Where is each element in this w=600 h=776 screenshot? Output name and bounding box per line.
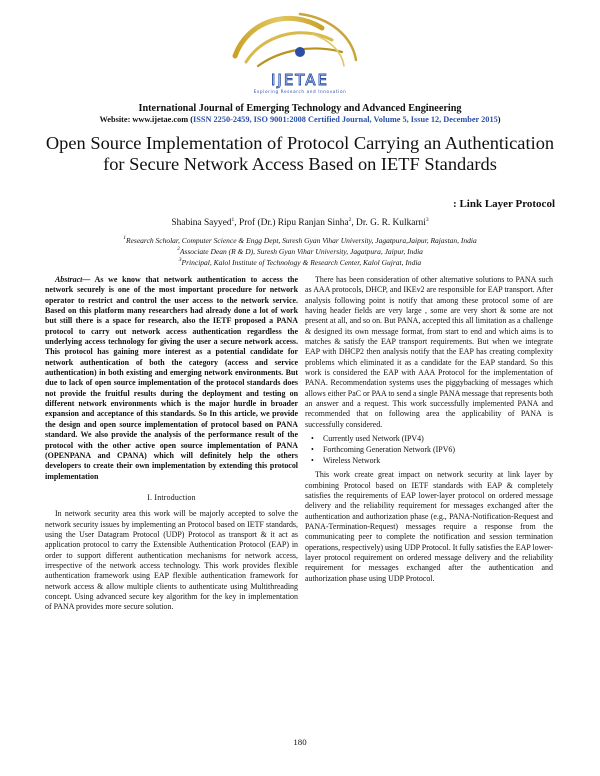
website-suffix: ) [497, 115, 501, 124]
author-mark: 1 [231, 217, 235, 223]
journal-website-line [0, 115, 600, 124]
left-column [45, 275, 298, 613]
journal-logo [0, 0, 600, 96]
logo-swirl-icon [235, 14, 356, 66]
author-sep: , [351, 218, 357, 228]
logo-tagline: Exploring Research and Innovation [253, 89, 347, 94]
bullet-icon: • [311, 456, 314, 466]
list-item-text: Forthcoming Generation Network (IPV6) [323, 445, 456, 455]
affiliation-mark: 3 [178, 257, 182, 263]
affiliation-3 [0, 258, 600, 267]
abstract-text: As we know that network authentication to access the network securely is one of the most important procedure for network operator to restrict and control the user access to the network service. Based on this platform many researchers had already done a lot of work but still there is a space for research, also the IETF proposed a PANA protocol to carry out network access authentication regardless the underlying access technology for giving the user a secure network access. This protocol has gaining more interest as a potential candidate for network authentication of both the category (access and service authentication) in both existing and emerging network environments. But due to lack of open source implementation of the protocol standards does not provide the fruitful results during the deployment and testing on different network environments which is the major hurdle in broader expansion and acceptance of this standards. So In this article, we provide the design and open source implementation of protocol based on PANA standard. We also provide the analysis of the performance result of the protocol with the other active open source implementation of PANA (OPENPANA and CPANA) which will definitely help the others developers to create their own implementation by extending this protocol implementation [45, 275, 298, 481]
author-name: Shabina Sayyed [171, 218, 232, 228]
paper-title: Open Source Implementation of Protocol Carrying an Authentication for Secure Network Access Based on IETF Standards [45, 133, 555, 174]
author-name: Prof (Dr.) Ripu Ranjan Sinha [238, 218, 349, 228]
right-column [305, 275, 553, 584]
affiliation-text: Principal, Kalol Institute of Technology & Research Center, Kalol Gujrat, India [181, 258, 422, 267]
list-item [305, 444, 553, 455]
bullet-icon: • [311, 434, 314, 444]
list-item [305, 433, 553, 444]
affiliation-text: Research Scholar, Computer Science & Engg Dept, Suresh Gyan Vihar University, Jagatpura,Jaipur, Rajastan, India [126, 236, 477, 245]
journal-name: International Journal of Emerging Technology and Advanced Engineering [138, 103, 462, 114]
list-item-text: Currently used Network (IPV4) [323, 434, 424, 444]
affiliation-1 [0, 236, 600, 245]
author-name: Dr. G. R. Kulkarni [356, 218, 426, 228]
affiliation-text: Associate Dean (R & D), Suresh Gyan Vihar University, Jagatpura, Jaipur, India [179, 247, 423, 256]
list-item [305, 455, 553, 466]
section-heading-introduction: I. Introduction [147, 492, 196, 502]
body-paragraph: This work create great impact on network security at link layer by combining Protocol based on IETF standards with EAP & completely satisfies the requirements of EAP lower-layer protocol on ordered message delivery and the reliability requirement for messages exchanged after the authentication and authorization phase (e.g., PANA-Notification-Request and PANA-Termination-Request) messages require a response from the communicating peer to complete the notification and session termination operations, respectively) using UDP Protocol. It fully satisfies the EAP lower-layer protocol requirement on ordered message delivery and the reliability requirement for messages exchanged after the authentication and authorization phase using UDP Protocol. [305, 470, 553, 583]
body-paragraph: There has been consideration of other alternative solutions to PANA such as AAA protocols, DHCP, and IKEv2 are responsible for EAP transport. After analysis following point is notify that among these protocol some of are having header fields are very large , some are very short & some are not present at all, and so on. But PANA, accepted this all limitation as a challenge & designed its own message format, from start to end and which aims is to matches & satisfy the EAP transport requirements. But when we integrate EAP with DHCP2 then analysis notify that the EAP has creating complexity problems which eliminated it as a candidate for the EAP standard. So this work is considered the EAP with AAA Protocol for the implementation of PANA. Recommendation systems uses the piggybacking of messages which allows either PaC or PAA to send a single PANA message that represents both an answer and a request. This work successfully implemented PANA and recommended that on following area the applicability of PANA is successfully considered. [305, 275, 553, 429]
website-prefix: Website: www.ijetae.com ( [99, 115, 193, 124]
bullet-icon: • [311, 445, 314, 455]
paper-subtitle: : Link Layer Protocol [453, 198, 555, 210]
abstract [45, 275, 298, 482]
author-list [0, 218, 600, 228]
affiliation-mark: 2 [177, 246, 180, 252]
intro-paragraph: In network security area this work will be majorly accepted to solve the network security issues by implementing an Protocol based on IETF standards, using the User Datagram Protocol (UDP) Protocol as transport & it act as application protocol to carry the Extensible Authentication Protocol (EAP) in order to support different authentication mechanisms for network access, irrespective of the network access technology. This work provides flexible authentication framework using EAP flexible authentication framework for network access & allow multiple clients to authenticate using Multithreading concept. Using advanced secure key algorithm for the key in implementation of PANA provides more secure solution. [45, 509, 298, 612]
bullet-list [305, 433, 553, 466]
abstract-lead: Abstract— [55, 275, 91, 284]
author-mark: 3 [425, 217, 429, 223]
author-mark: 2 [348, 217, 352, 223]
affiliation-mark: 1 [123, 235, 127, 241]
affiliation-2 [0, 247, 600, 256]
page-number: 180 [293, 737, 307, 747]
author-sep: , [234, 218, 239, 228]
journal-issn-link[interactable]: ISSN 2250-2459, ISO 9001:2008 Certified Journal, Volume 5, Issue 12, December 2015 [193, 115, 498, 124]
logo-text: IJETAE [270, 71, 330, 89]
list-item-text: Wireless Network [323, 456, 381, 466]
